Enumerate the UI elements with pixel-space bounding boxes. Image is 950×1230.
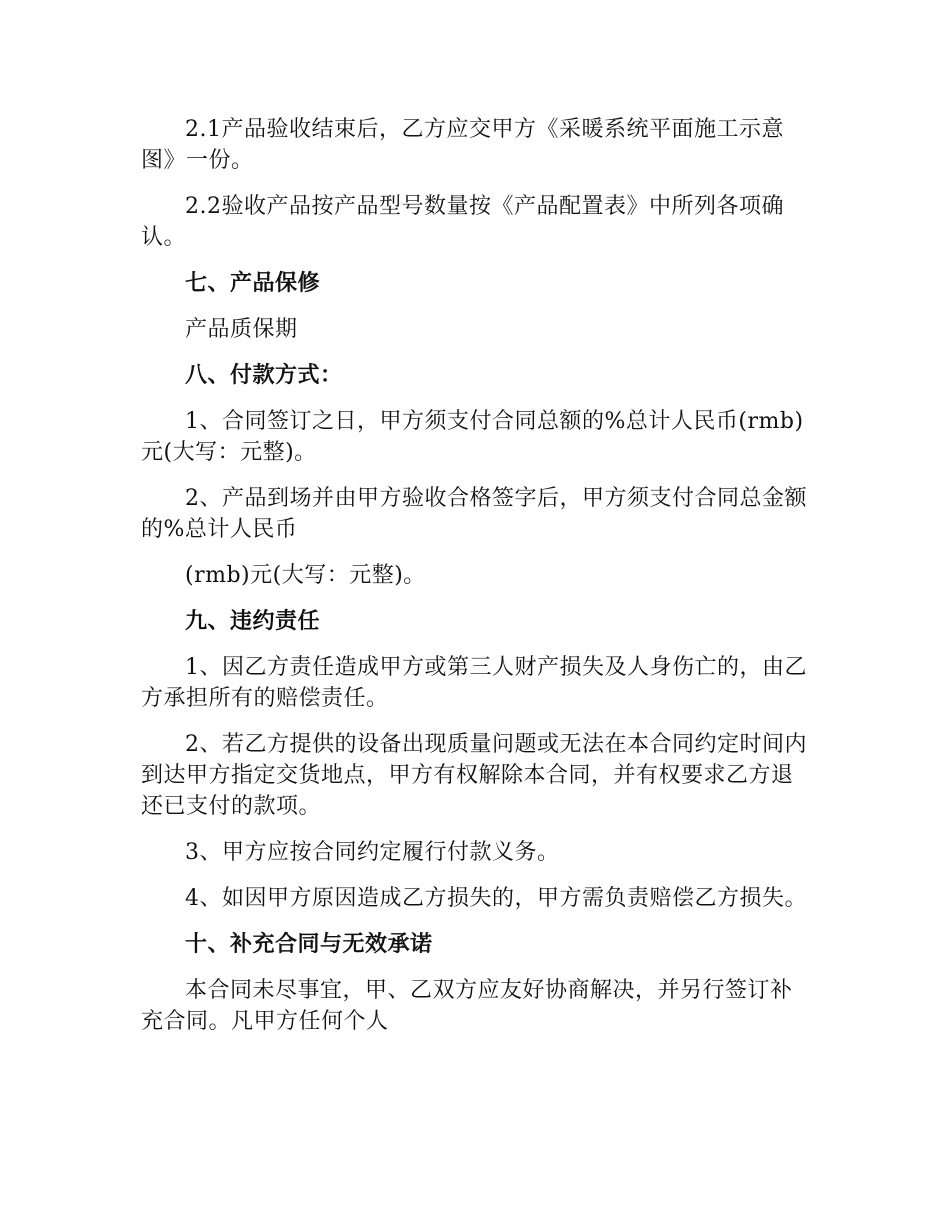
paragraph-liability-4: 4、如因甲方原因造成乙方损失的，甲方需负责赔偿乙方损失。 bbox=[185, 886, 807, 911]
paragraph-warranty-period: 产品质保期 bbox=[185, 317, 298, 342]
paragraph-supplementary: 本合同未尽事宜，甲、乙双方应友好协商解决，并另行签订补充合同。凡甲方任何个人 bbox=[141, 978, 793, 1034]
paragraph-payment-2-amount: (rmb)元(大写：元整)。 bbox=[185, 563, 426, 588]
paragraph-liability-1: 1、因乙方责任造成甲方或第三人财产损失及人身伤亡的，由乙方承担所有的赔偿责任。 bbox=[141, 655, 807, 711]
paragraph-2-1: 2.1产品验收结束后，乙方应交甲方《采暖系统平面施工示意图》一份。 bbox=[141, 117, 784, 173]
paragraph-payment-1: 1、合同签订之日，甲方须支付合同总额的%总计人民币(rmb)元(大写：元整)。 bbox=[141, 409, 804, 465]
section-heading-8: 八、付款方式： bbox=[185, 363, 343, 388]
section-heading-9: 九、违约责任 bbox=[185, 609, 321, 634]
section-heading-7: 七、产品保修 bbox=[185, 271, 321, 296]
paragraph-liability-2: 2、若乙方提供的设备出现质量问题或无法在本合同约定时间内到达甲方指定交货地点，甲方有权解除本合同，并有权要求乙方退还已支付的款项。 bbox=[141, 732, 807, 819]
section-heading-10: 十、补充合同与无效承诺 bbox=[185, 932, 433, 957]
paragraph-2-2: 2.2验收产品按产品型号数量按《产品配置表》中所列各项确认。 bbox=[141, 194, 784, 250]
paragraph-payment-2: 2、产品到场并由甲方验收合格签字后，甲方须支付合同总金额的%总计人民币 bbox=[141, 486, 807, 542]
document-page bbox=[141, 114, 813, 1052]
paragraph-liability-3: 3、甲方应按合同约定履行付款义务。 bbox=[185, 840, 560, 865]
